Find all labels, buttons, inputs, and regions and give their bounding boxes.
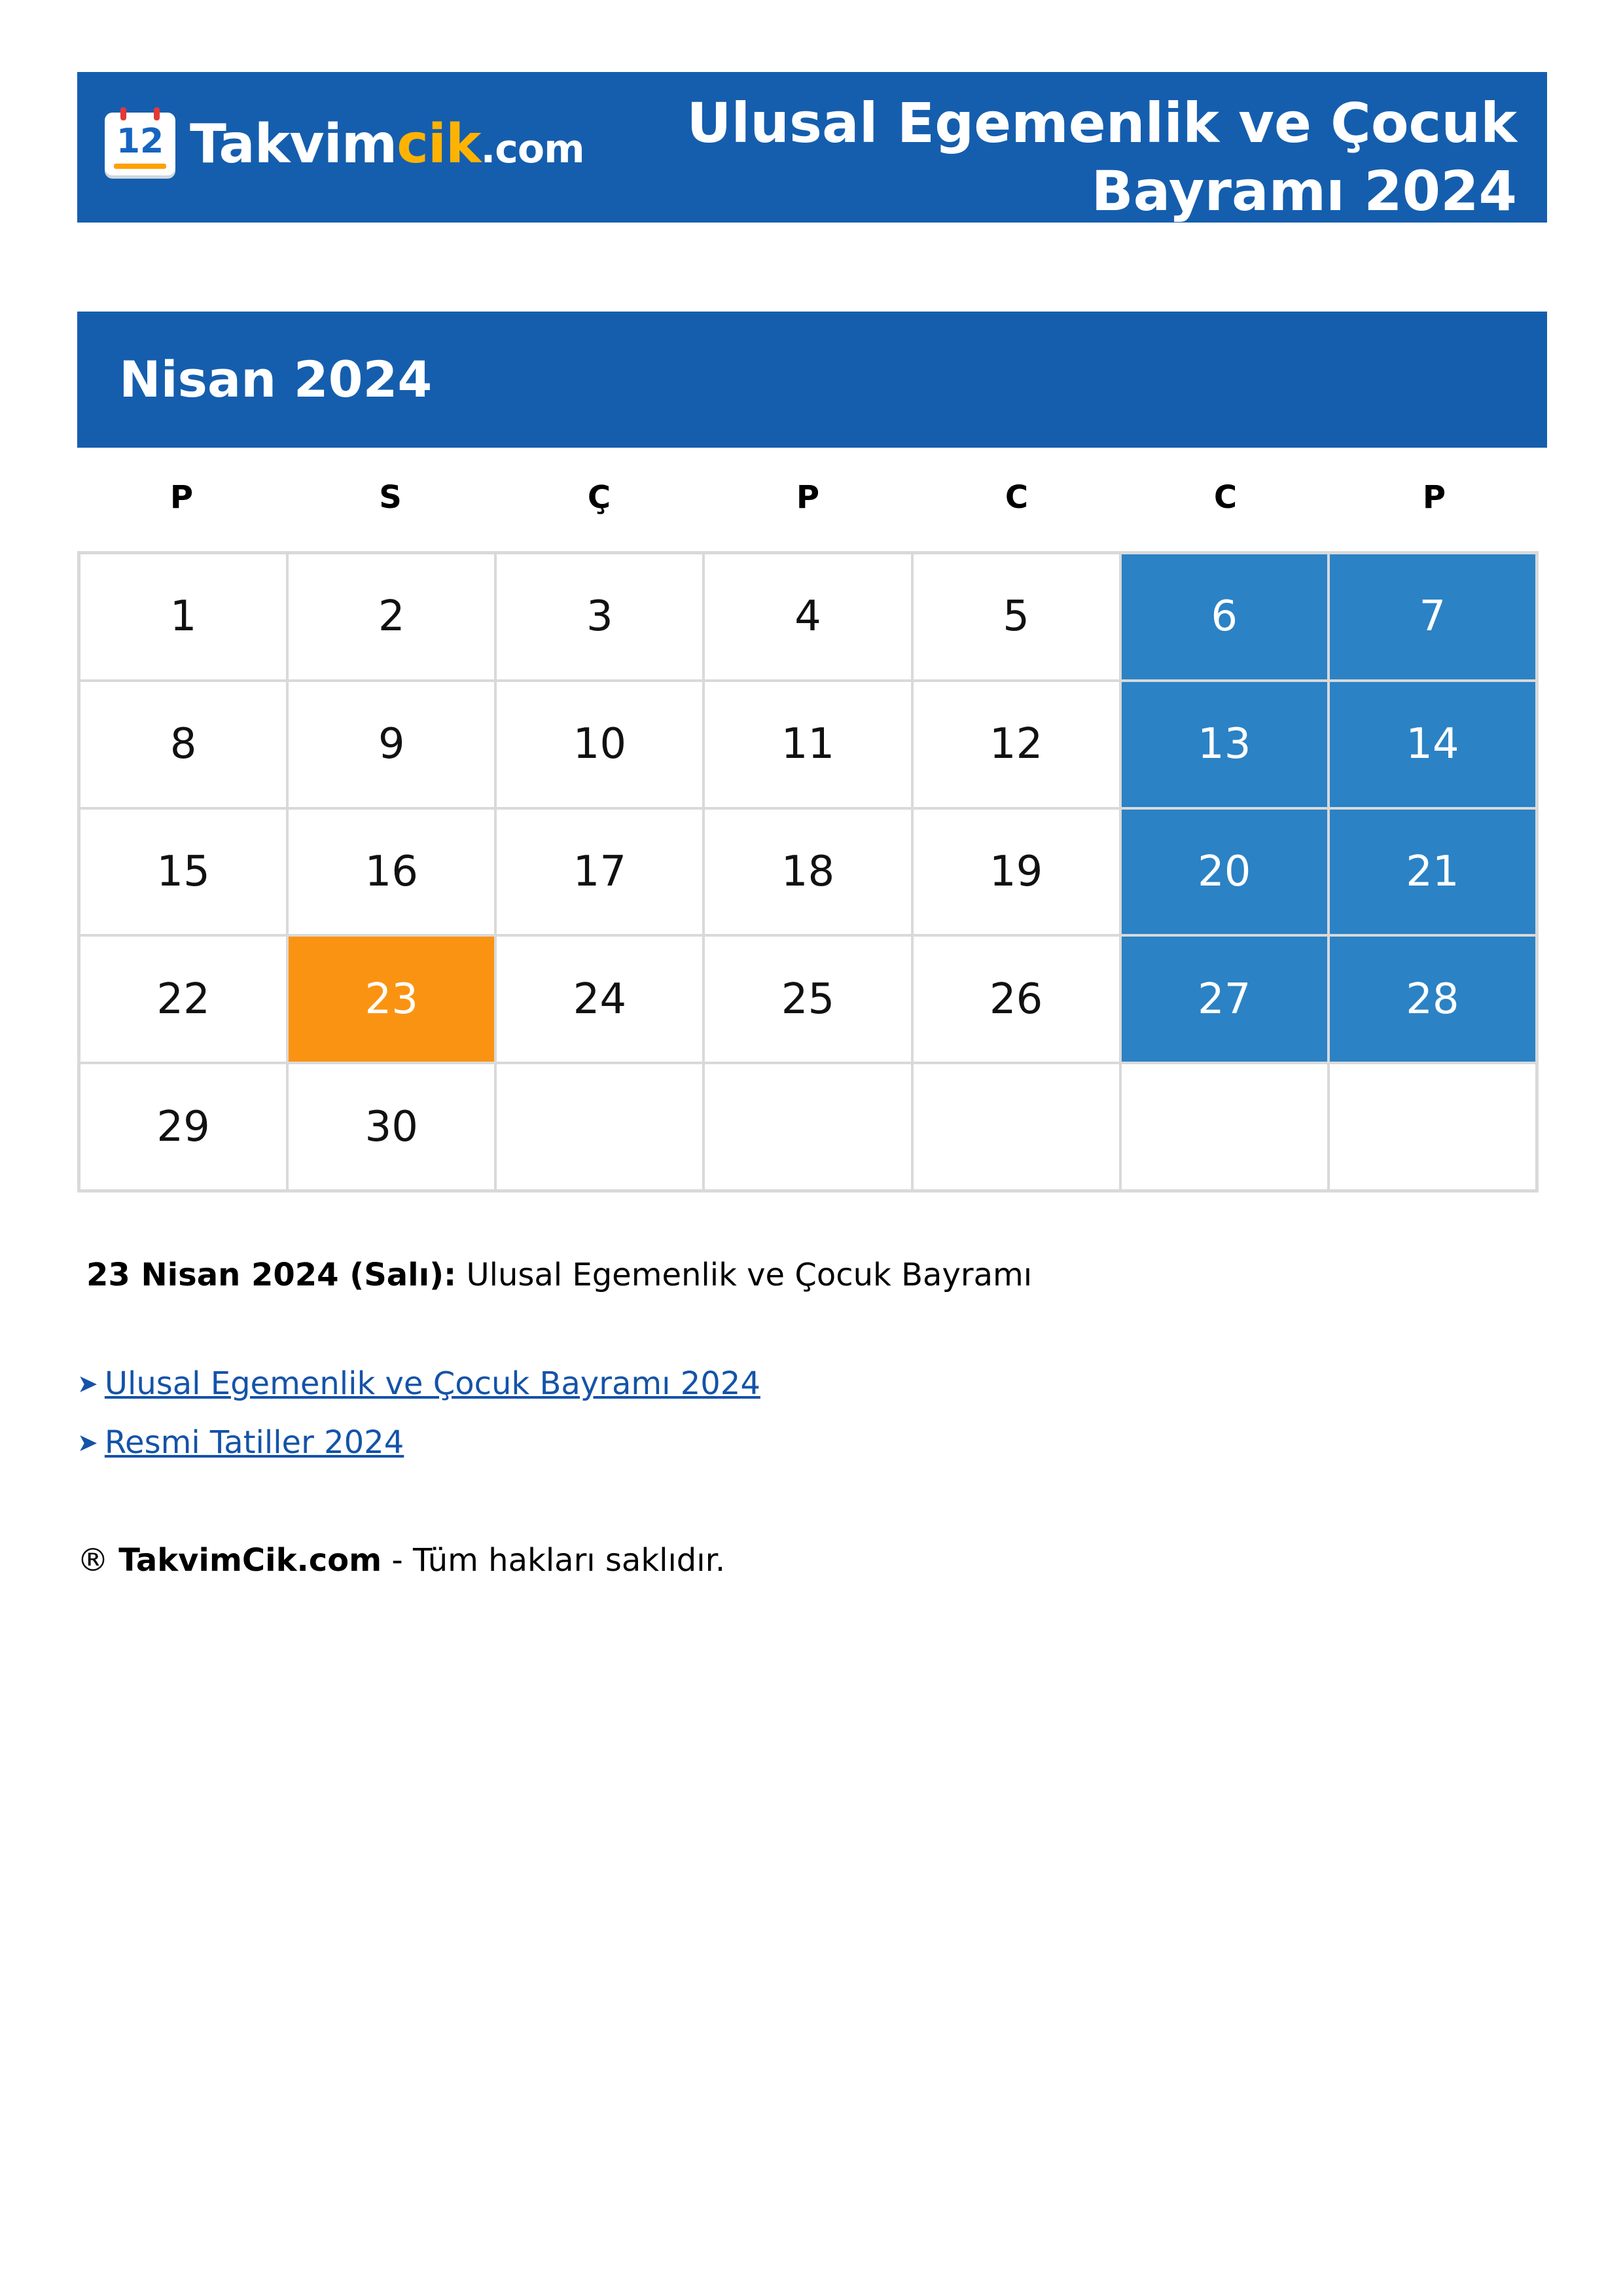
empty-day-cell <box>704 1063 912 1191</box>
logo-name-accent: cik <box>397 113 481 175</box>
logo-name-main: Takvim <box>190 113 397 175</box>
page-title <box>653 89 1517 225</box>
holiday-note <box>86 1257 1032 1293</box>
day-cell: 4 <box>704 553 912 681</box>
footer-copyright <box>77 1542 725 1579</box>
calendar-ring-right <box>154 107 160 120</box>
day-cell: 19 <box>912 808 1120 936</box>
footer-text: - Tüm hakları saklıdır. <box>382 1542 726 1579</box>
calendar-grid <box>77 551 1539 1193</box>
weekday-label: C <box>1213 479 1238 516</box>
day-cell: 10 <box>495 681 704 808</box>
link-official-holidays-2024[interactable]: Resmi Tatiller 2024 <box>104 1424 404 1461</box>
day-cell: 25 <box>704 935 912 1063</box>
empty-day-cell <box>495 1063 704 1191</box>
day-cell: 9 <box>287 681 495 808</box>
weekend-day-cell: 7 <box>1329 553 1537 681</box>
weekend-day-cell: 27 <box>1120 935 1329 1063</box>
arrow-right-icon: ➤ <box>77 1428 98 1457</box>
footer-brand: TakvimCik.com <box>118 1542 382 1579</box>
day-cell: 11 <box>704 681 912 808</box>
weekday-label: P <box>1422 479 1446 516</box>
empty-day-cell <box>1120 1063 1329 1191</box>
related-links <box>77 1361 760 1479</box>
day-cell: 22 <box>79 935 287 1063</box>
link-holiday-2024[interactable]: Ulusal Egemenlik ve Çocuk Bayramı 2024 <box>104 1365 760 1402</box>
calendar-ring-left <box>120 107 126 120</box>
day-cell: 3 <box>495 553 704 681</box>
page-header <box>77 72 1547 223</box>
empty-day-cell <box>1329 1063 1537 1191</box>
weekday-label: S <box>379 479 402 516</box>
day-cell: 2 <box>287 553 495 681</box>
link-item <box>77 1420 760 1465</box>
holiday-name: Ulusal Egemenlik ve Çocuk Bayramı <box>456 1257 1033 1293</box>
weekend-day-cell: 6 <box>1120 553 1329 681</box>
weekend-day-cell: 20 <box>1120 808 1329 936</box>
page-title-line2: Bayramı 2024 <box>1091 159 1517 223</box>
arrow-right-icon: ➤ <box>77 1369 98 1398</box>
weekday-label: P <box>796 479 820 516</box>
holiday-date: 23 Nisan 2024 (Salı): <box>86 1257 457 1293</box>
weekend-day-cell: 28 <box>1329 935 1537 1063</box>
calendar-icon <box>105 113 175 175</box>
day-cell: 1 <box>79 553 287 681</box>
weekday-label: Ç <box>587 479 611 516</box>
holiday-day-cell: 23 <box>287 935 495 1063</box>
weekday-label: C <box>1005 479 1029 516</box>
day-cell: 8 <box>79 681 287 808</box>
empty-day-cell <box>912 1063 1120 1191</box>
calendar-icon-bar <box>114 164 166 169</box>
day-cell: 16 <box>287 808 495 936</box>
day-cell: 29 <box>79 1063 287 1191</box>
weekend-day-cell: 21 <box>1329 808 1537 936</box>
day-cell: 5 <box>912 553 1120 681</box>
calendar-icon-number: 12 <box>116 122 164 161</box>
weekday-header-row <box>77 471 1539 524</box>
weekday-label: P <box>169 479 194 516</box>
day-cell: 17 <box>495 808 704 936</box>
month-title: Nisan 2024 <box>119 350 433 408</box>
weekend-day-cell: 14 <box>1329 681 1537 808</box>
site-logo[interactable] <box>105 107 584 181</box>
registered-icon: ® <box>77 1542 119 1579</box>
day-cell: 30 <box>287 1063 495 1191</box>
logo-text <box>190 113 584 175</box>
month-header <box>77 312 1547 448</box>
day-cell: 24 <box>495 935 704 1063</box>
day-cell: 15 <box>79 808 287 936</box>
logo-name-suffix: .com <box>480 126 584 172</box>
link-item <box>77 1361 760 1406</box>
day-cell: 26 <box>912 935 1120 1063</box>
day-cell: 18 <box>704 808 912 936</box>
weekend-day-cell: 13 <box>1120 681 1329 808</box>
day-cell: 12 <box>912 681 1120 808</box>
page-title-line1: Ulusal Egemenlik ve Çocuk <box>687 91 1517 155</box>
